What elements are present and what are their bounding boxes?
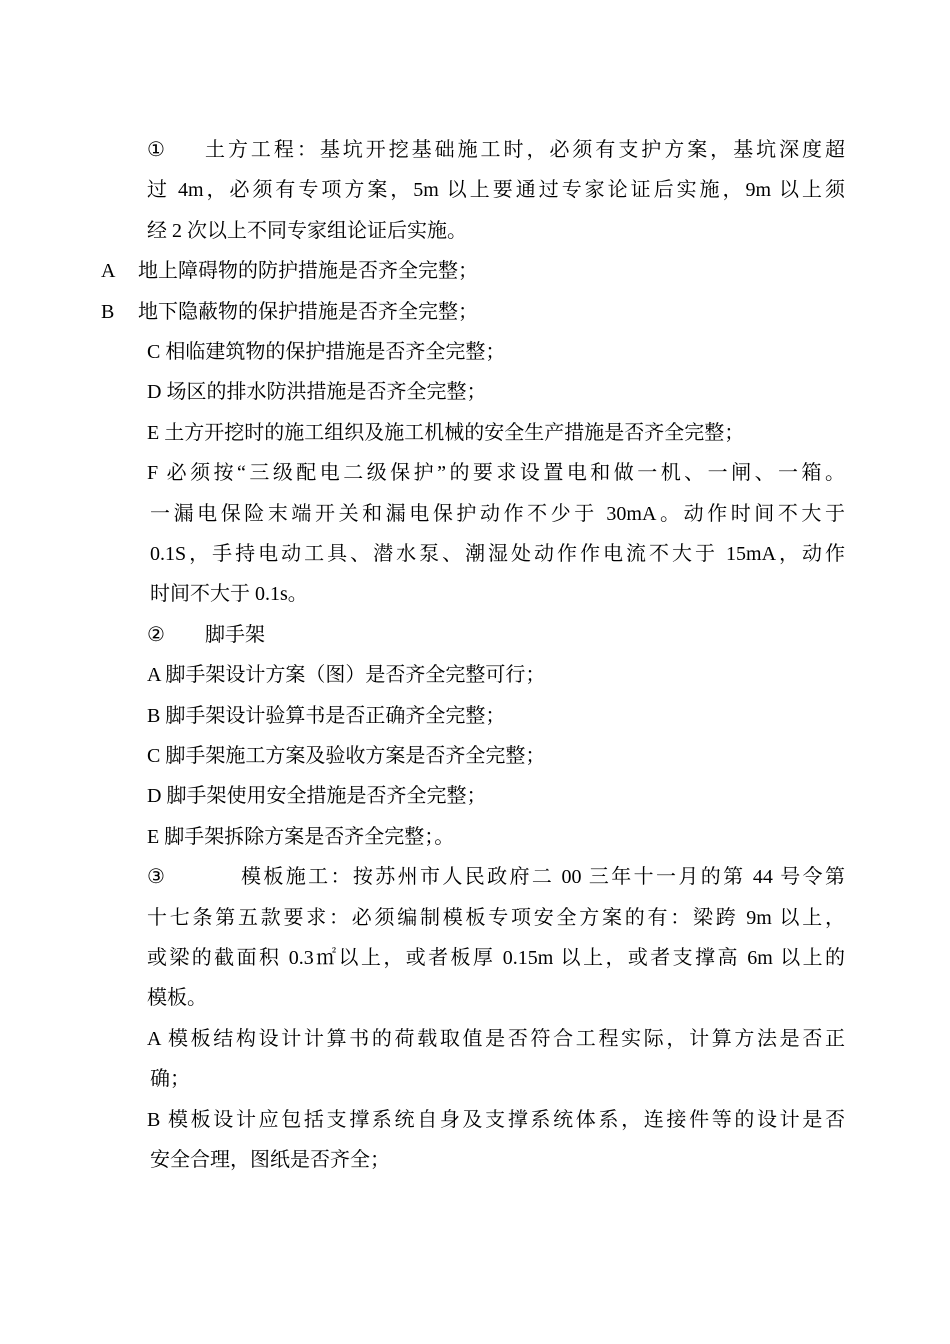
- list-letter: B: [101, 300, 115, 323]
- list-item: A 模板结构设计计算书的荷载取值是否符合工程实际，计算方法是否正: [147, 1027, 845, 1050]
- paragraph-line: 安全合理，图纸是否齐全；: [150, 1149, 390, 1171]
- section-marker-3: ③: [147, 866, 165, 889]
- paragraph-line: 或梁的截面积 0.3㎡以上，或者板厚 0.15m 以上，或者支撑高 6m 以上的: [147, 947, 845, 969]
- paragraph-line: 模板施工：按苏州市人民政府二 00 三年十一月的第 44 号令第: [241, 866, 845, 889]
- section2-heading: [147, 615, 265, 655]
- list-item: C 相临建筑物的保护措施是否齐全完整；: [147, 341, 506, 363]
- list-item: B 模板设计应包括支撑系统自身及支撑系统体系，连接件等的设计是否: [147, 1108, 845, 1131]
- paragraph-line: 一漏电保险末端开关和漏电保护动作不少于 30mA。动作时间不大于: [150, 502, 845, 525]
- list-item: A 脚手架设计方案（图）是否齐全完整可行；: [147, 664, 546, 687]
- list-item: C 脚手架施工方案及验收方案是否齐全完整；: [147, 745, 546, 767]
- list-item: F 必须按“三级配电二级保护”的要求设置电和做一机、一闸、一箱。: [147, 462, 845, 485]
- list-item: D 场区的排水防洪措施是否齐全完整；: [147, 381, 487, 404]
- paragraph-line: 十七条第五款要求：必须编制模板专项安全方案的有：梁跨 9m 以上，: [147, 906, 845, 929]
- list-item: [0, 292, 950, 332]
- section-marker-2: ②: [147, 623, 165, 646]
- section1-heading-line: [147, 130, 845, 170]
- section-marker-1: ①: [147, 139, 165, 161]
- list-item: B 脚手架设计验算书是否正确齐全完整；: [147, 704, 506, 727]
- list-text: 地上障碍物的防护措施是否齐全完整；: [138, 260, 478, 283]
- paragraph-line: 土方工程：基坑开挖基础施工时，必须有支护方案，基坑深度超: [205, 139, 845, 161]
- paragraph-line: 过 4m，必须有专项方案，5m 以上要通过专家论证后实施，9m 以上须: [147, 179, 845, 202]
- paragraph-line: 模板。: [147, 987, 207, 1010]
- paragraph-line: 确；: [150, 1068, 190, 1091]
- section-title: 脚手架: [205, 623, 265, 646]
- paragraph-line: 0.1S，手持电动工具、潜水泵、潮湿处动作作电流不大于 15mA，动作: [150, 543, 845, 565]
- paragraph-line: 经 2 次以上不同专家组论证后实施。: [147, 219, 467, 242]
- list-item: E 土方开挖时的施工组织及施工机械的安全生产措施是否齐全完整；: [147, 421, 745, 444]
- list-item: E 脚手架拆除方案是否齐全完整；。: [147, 825, 455, 848]
- paragraph-line: 时间不大于 0.1s。: [150, 583, 308, 606]
- list-item: [0, 251, 950, 291]
- section3-heading-line: [147, 857, 845, 897]
- list-letter: A: [101, 260, 116, 283]
- list-item: D 脚手架使用安全措施是否齐全完整；: [147, 785, 487, 808]
- list-text: 地下隐蔽物的保护措施是否齐全完整；: [138, 300, 478, 323]
